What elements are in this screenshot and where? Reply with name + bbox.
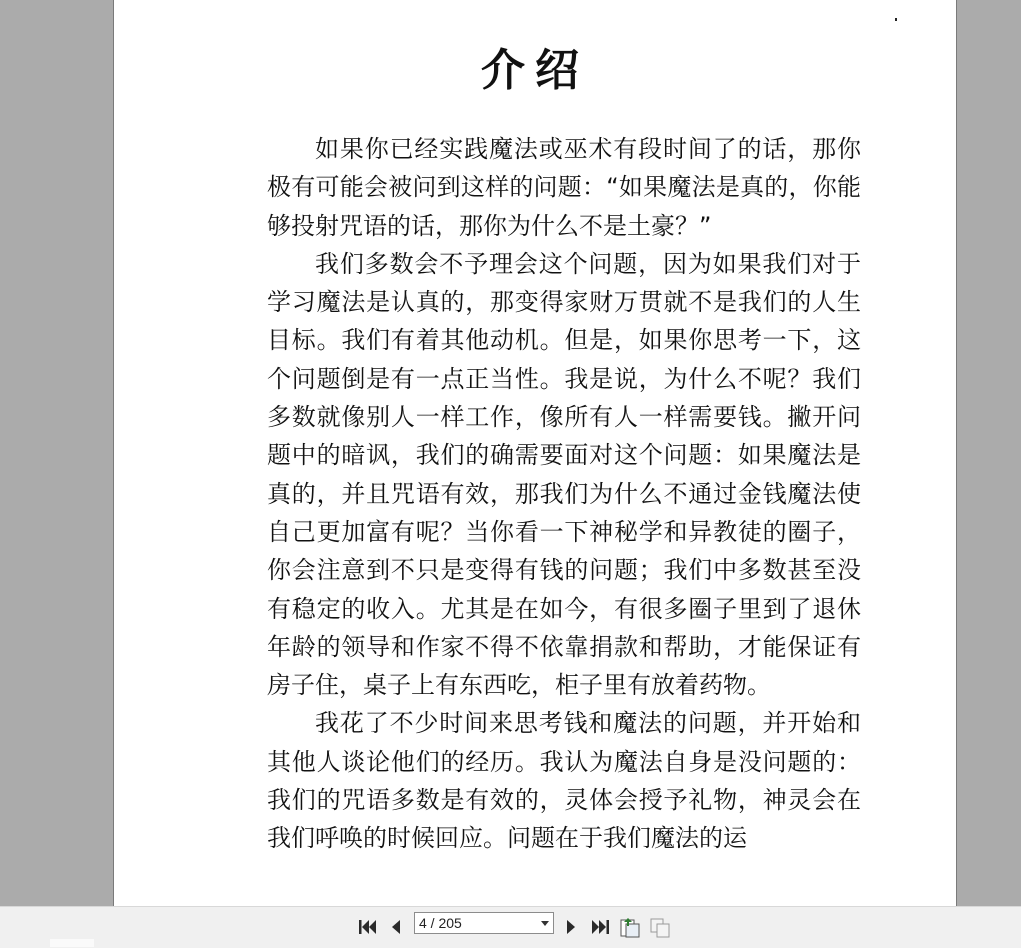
fit-page-icon — [619, 916, 641, 938]
previous-page-icon — [388, 918, 404, 936]
paragraph: 如果你已经实践魔法或巫术有段时间了的话，那你极有可能会被问到这样的问题：“如果魔法是真的，你能够投射咒语的话，那你为什么不是土豪？” — [267, 135, 861, 240]
previous-page-button[interactable] — [384, 915, 408, 939]
next-page-button[interactable] — [559, 915, 583, 939]
scan-speck — [895, 18, 897, 21]
navigation-toolbar — [0, 906, 1021, 948]
paragraph: 我们多数会不予理会这个问题，因为如果我们对于学习魔法是认真的，那变得家财万贯就不是我们的人生目标。我们有着其他动机。但是，如果你思考一下，这个问题倒是有一点正当性。我是说，为什么不呢？我们多数就像别人一样工作，像所有人一样需要钱。撇开问题中的暗讽，我们的确需要面对这个问题：如果魔法是真的，并且咒语有效，那我们为什么不通过金钱魔法使自己更加富有呢？当你看一下神秘学和异教徒的圈子，你会注意到不只是变得有钱的问题；我们中多数甚至没有稳定的收入。尤其是在如今，有很多圈子里到了退休年龄的领导和作家不得不依靠捐款和帮助，才能保证有房子住，桌子上有东西吃，柜子里有放着药物。 — [267, 249, 861, 700]
two-page-icon — [649, 916, 671, 938]
page-number-select[interactable] — [414, 912, 554, 934]
page-indicator: 4 / 205 — [419, 915, 462, 931]
first-page-icon — [358, 918, 378, 936]
document-page — [113, 0, 957, 906]
last-page-button[interactable] — [588, 915, 612, 939]
first-page-button[interactable] — [356, 915, 380, 939]
status-tab — [50, 939, 94, 947]
next-page-icon — [563, 918, 579, 936]
two-page-view-button[interactable] — [648, 915, 672, 939]
fit-page-button[interactable] — [618, 915, 642, 939]
dropdown-arrow-icon[interactable] — [539, 913, 551, 933]
page-body — [267, 130, 861, 858]
last-page-icon — [590, 918, 610, 936]
page-title: 介绍 — [481, 45, 589, 96]
paragraph: 我花了不少时间来思考钱和魔法的问题，并开始和其他人谈论他们的经历。我认为魔法自身是没问题的：我们的咒语多数是有效的，灵体会授予礼物，神灵会在我们呼唤的时候回应。问题在于我们魔法的运 — [267, 709, 861, 853]
